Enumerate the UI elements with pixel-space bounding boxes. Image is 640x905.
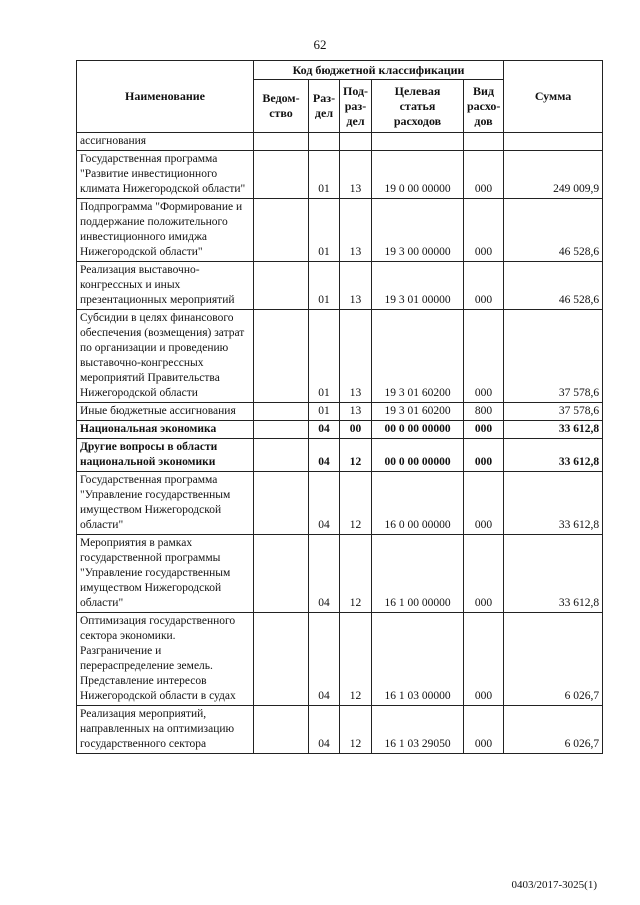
header-vedomstvo: Ведом- ство: [254, 80, 309, 133]
budget-table: [76, 60, 603, 754]
cell-expense-type: 000: [464, 535, 504, 613]
cell-expense-type: 000: [464, 151, 504, 199]
cell-razdel: [309, 133, 340, 151]
cell-sum: 46 528,6: [504, 199, 603, 262]
table-row: [77, 421, 603, 439]
cell-expense-type: 800: [464, 403, 504, 421]
table-row: [77, 199, 603, 262]
table-row: [77, 262, 603, 310]
cell-name: Другие вопросы в области национальной экономики: [77, 439, 254, 472]
cell-name: Подпрограмма "Формирование и поддержание положительного инвестиционного имиджа Нижегородской области": [77, 199, 254, 262]
cell-podrazdel: 13: [340, 151, 372, 199]
header-expense-type: Вид расхо- дов: [464, 80, 504, 133]
cell-name: ассигнования: [77, 133, 254, 151]
cell-vedomstvo: [254, 472, 309, 535]
cell-podrazdel: 12: [340, 613, 372, 706]
table-row: [77, 613, 603, 706]
cell-razdel: 04: [309, 535, 340, 613]
cell-razdel: 01: [309, 310, 340, 403]
cell-name: Государственная программа "Развитие инвестиционного климата Нижегородской области": [77, 151, 254, 199]
cell-podrazdel: 12: [340, 706, 372, 754]
cell-target-article: 16 0 00 00000: [372, 472, 464, 535]
cell-sum: 6 026,7: [504, 706, 603, 754]
cell-name: Государственная программа "Управление государственным имуществом Нижегородской области": [77, 472, 254, 535]
cell-vedomstvo: [254, 535, 309, 613]
cell-razdel: 01: [309, 199, 340, 262]
cell-sum: 33 612,8: [504, 421, 603, 439]
cell-expense-type: 000: [464, 199, 504, 262]
cell-name: Субсидии в целях финансового обеспечения (возмещения) затрат по организации и проведению выставочно-конгрессных мероприятий Правительства Нижегородской области: [77, 310, 254, 403]
cell-razdel: 01: [309, 262, 340, 310]
table-body: [77, 133, 603, 754]
cell-vedomstvo: [254, 421, 309, 439]
cell-sum: 37 578,6: [504, 310, 603, 403]
cell-vedomstvo: [254, 133, 309, 151]
cell-name: Национальная экономика: [77, 421, 254, 439]
table-row: [77, 151, 603, 199]
cell-target-article: 19 3 01 00000: [372, 262, 464, 310]
cell-podrazdel: 12: [340, 535, 372, 613]
cell-podrazdel: 13: [340, 310, 372, 403]
cell-target-article: 19 3 00 00000: [372, 199, 464, 262]
cell-target-article: 00 0 00 00000: [372, 421, 464, 439]
cell-vedomstvo: [254, 706, 309, 754]
cell-target-article: 00 0 00 00000: [372, 439, 464, 472]
cell-name: Мероприятия в рамках государственной программы "Управление государственным имуществом Нижегородской области": [77, 535, 254, 613]
cell-vedomstvo: [254, 310, 309, 403]
table-row: [77, 472, 603, 535]
cell-razdel: 01: [309, 403, 340, 421]
cell-target-article: 16 1 03 00000: [372, 613, 464, 706]
cell-vedomstvo: [254, 199, 309, 262]
cell-target-article: 16 1 00 00000: [372, 535, 464, 613]
header-sum: Сумма: [504, 61, 603, 133]
cell-expense-type: 000: [464, 310, 504, 403]
cell-expense-type: 000: [464, 472, 504, 535]
cell-sum: 33 612,8: [504, 535, 603, 613]
cell-expense-type: 000: [464, 439, 504, 472]
cell-podrazdel: 13: [340, 199, 372, 262]
table-row: [77, 403, 603, 421]
table-row: [77, 133, 603, 151]
header-razdel: Раз- дел: [309, 80, 340, 133]
header-podrazdel: Под- раз- дел: [340, 80, 372, 133]
cell-vedomstvo: [254, 613, 309, 706]
header-classification-group: Код бюджетной классификации: [254, 61, 504, 80]
cell-expense-type: 000: [464, 262, 504, 310]
cell-vedomstvo: [254, 151, 309, 199]
cell-vedomstvo: [254, 439, 309, 472]
cell-sum: 37 578,6: [504, 403, 603, 421]
cell-vedomstvo: [254, 262, 309, 310]
cell-razdel: 04: [309, 706, 340, 754]
cell-sum: 33 612,8: [504, 472, 603, 535]
cell-expense-type: 000: [464, 613, 504, 706]
cell-expense-type: 000: [464, 421, 504, 439]
cell-expense-type: 000: [464, 706, 504, 754]
page-number: 62: [313, 37, 327, 52]
cell-podrazdel: 13: [340, 262, 372, 310]
cell-podrazdel: 12: [340, 472, 372, 535]
header-target-article: Целевая статья расходов: [372, 80, 464, 133]
cell-name: Иные бюджетные ассигнования: [77, 403, 254, 421]
table-row: [77, 535, 603, 613]
cell-sum: 33 612,8: [504, 439, 603, 472]
cell-podrazdel: [340, 133, 372, 151]
cell-podrazdel: 12: [340, 439, 372, 472]
cell-sum: 46 528,6: [504, 262, 603, 310]
cell-razdel: 01: [309, 151, 340, 199]
cell-sum: 249 009,9: [504, 151, 603, 199]
cell-expense-type: [464, 133, 504, 151]
cell-podrazdel: 13: [340, 403, 372, 421]
cell-sum: 6 026,7: [504, 613, 603, 706]
cell-name: Реализация выставочно-конгрессных и иных презентационных мероприятий: [77, 262, 254, 310]
cell-razdel: 04: [309, 613, 340, 706]
cell-target-article: 19 3 01 60200: [372, 403, 464, 421]
cell-vedomstvo: [254, 403, 309, 421]
cell-razdel: 04: [309, 439, 340, 472]
document-code: 0403/2017-3025(1): [511, 879, 597, 891]
table-row: [77, 310, 603, 403]
table-row: [77, 706, 603, 754]
cell-razdel: 04: [309, 421, 340, 439]
cell-name: Реализация мероприятий, направленных на оптимизацию государственного сектора: [77, 706, 254, 754]
cell-razdel: 04: [309, 472, 340, 535]
cell-sum: [504, 133, 603, 151]
header-name: Наименование: [77, 61, 254, 133]
cell-target-article: 19 3 01 60200: [372, 310, 464, 403]
cell-name: Оптимизация государственного сектора экономики. Разграничение и перераспределение земель. Представление интересов Нижегородской области в судах: [77, 613, 254, 706]
cell-podrazdel: 00: [340, 421, 372, 439]
cell-target-article: [372, 133, 464, 151]
cell-target-article: 19 0 00 00000: [372, 151, 464, 199]
cell-target-article: 16 1 03 29050: [372, 706, 464, 754]
table-row: [77, 439, 603, 472]
